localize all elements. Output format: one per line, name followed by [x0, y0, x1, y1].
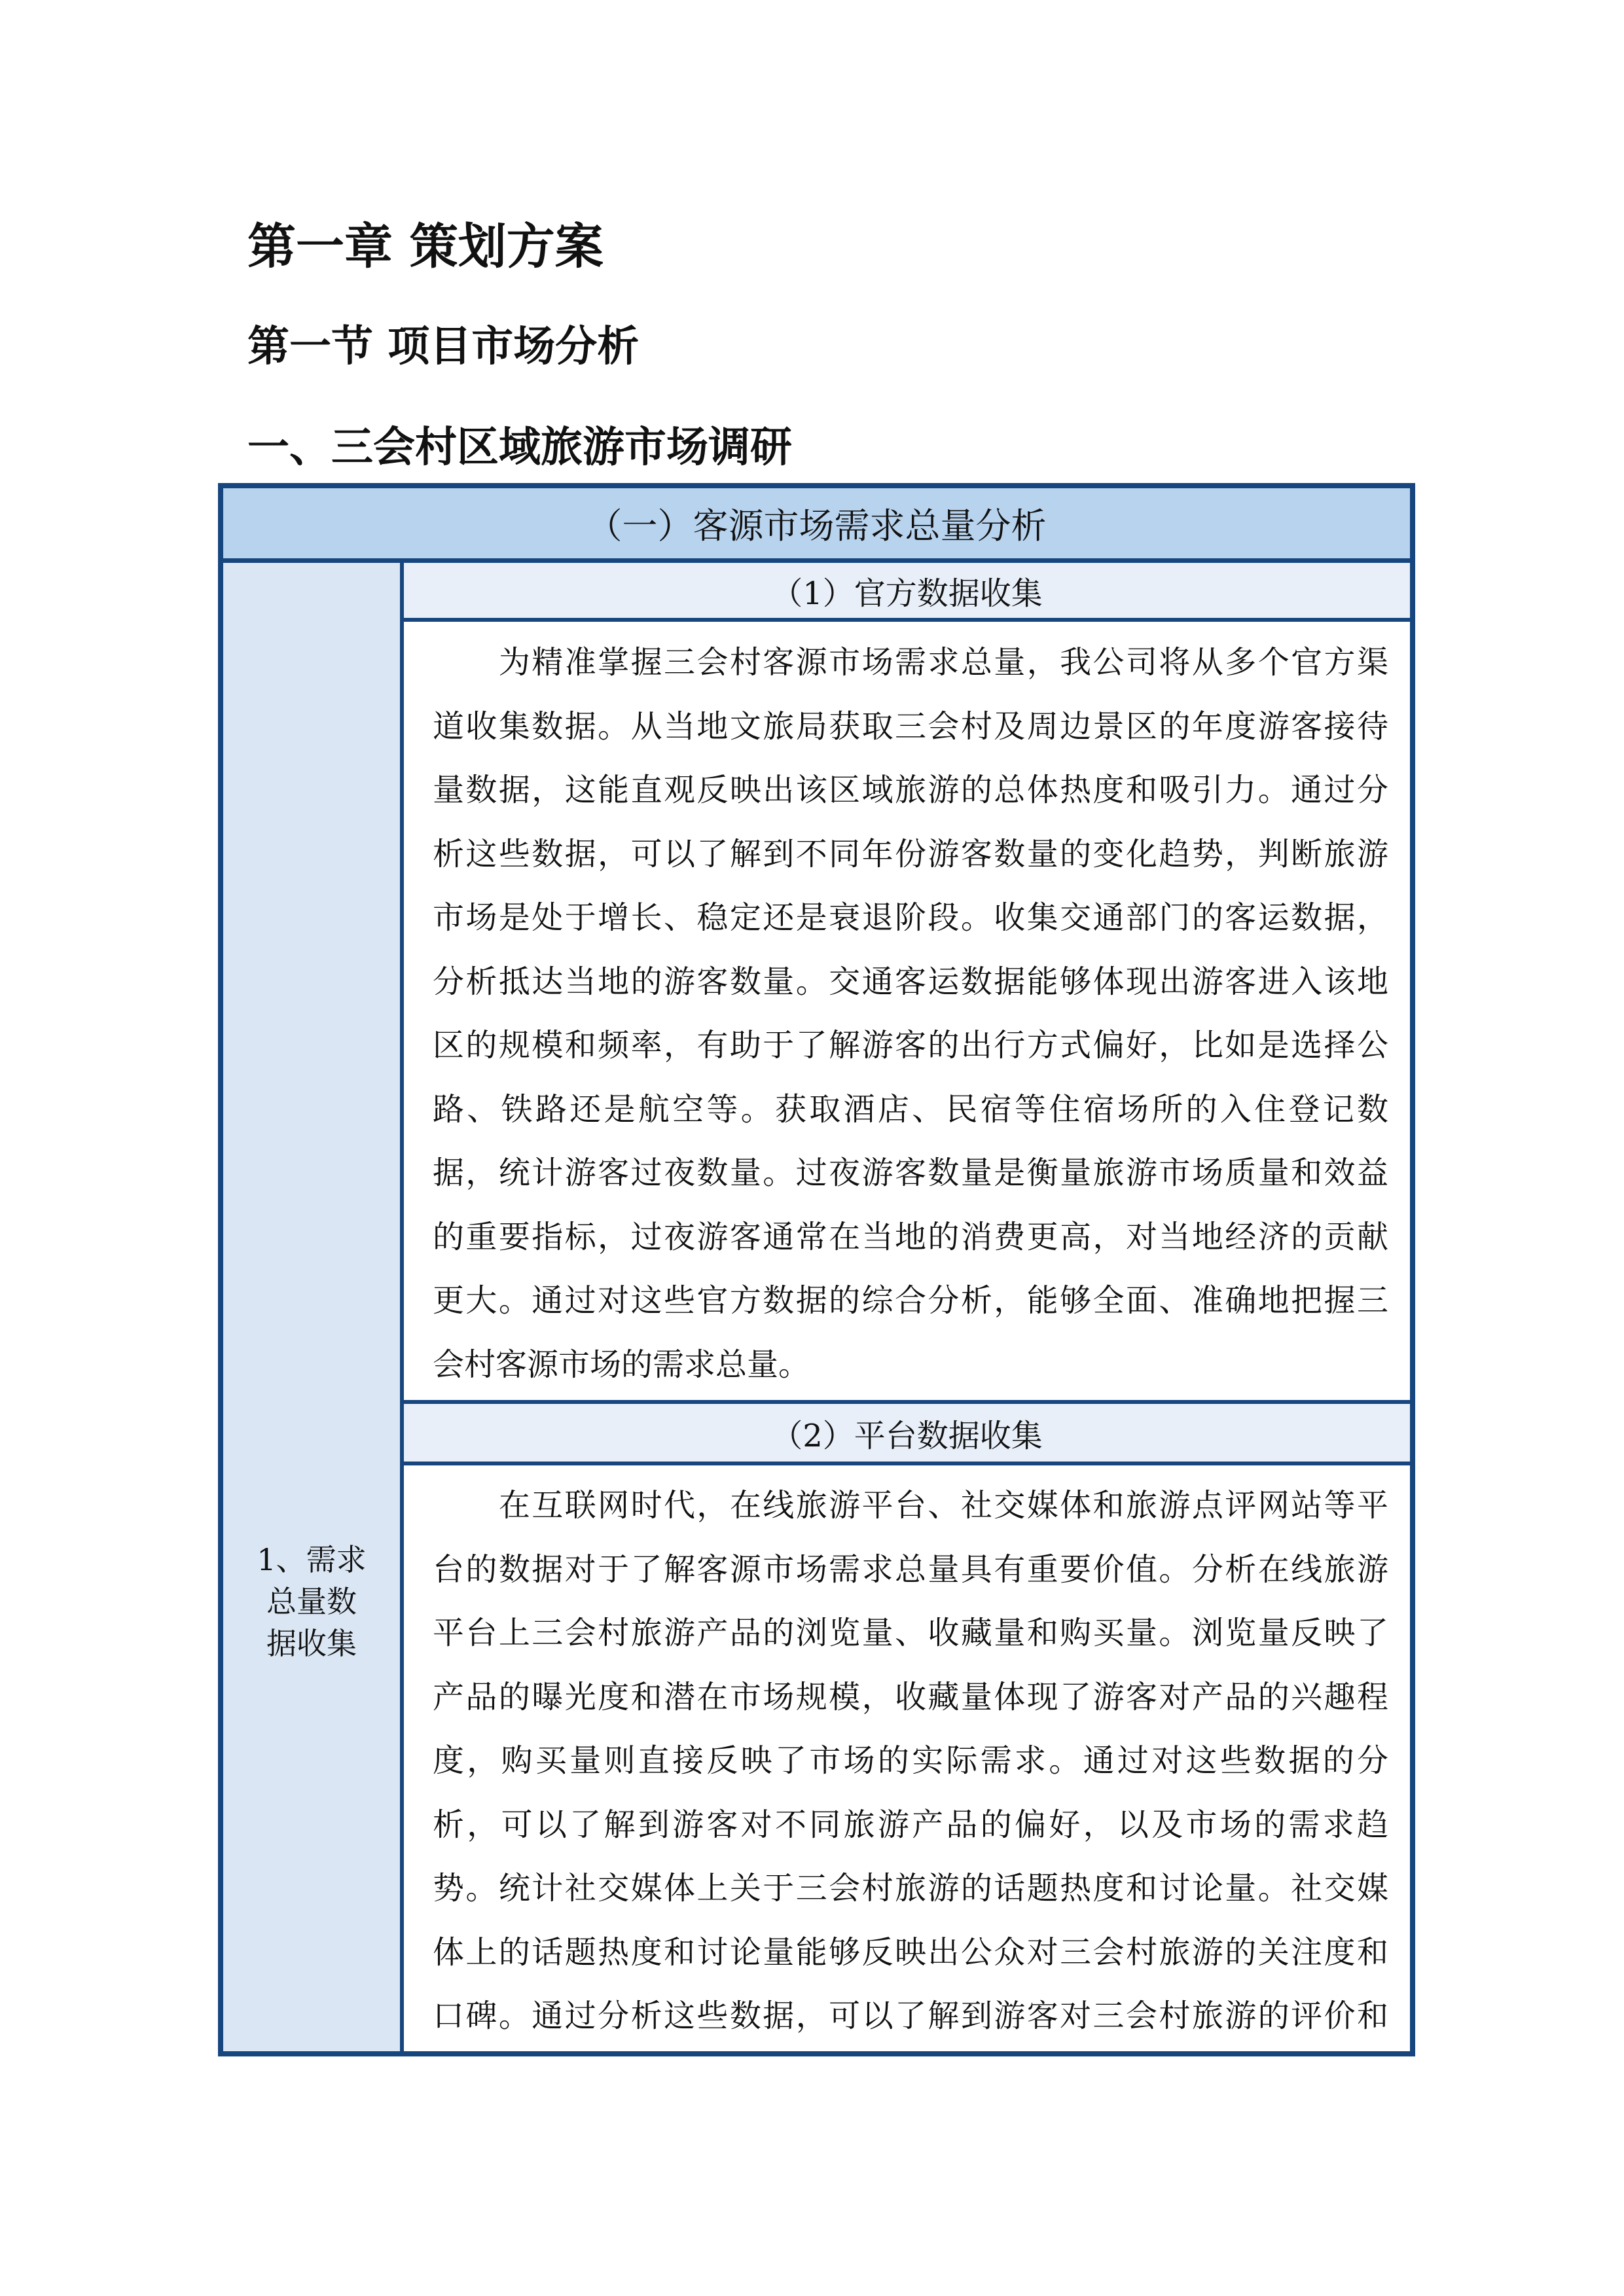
- text-line: 台的数据对于了解客源市场需求总量具有重要价值。分析在线旅游: [433, 1551, 1388, 1588]
- text-line: 为精准掌握三会村客源市场需求总量，我公司将从多个官方渠: [433, 644, 1388, 681]
- text-line: 路、铁路还是航空等。获取酒店、民宿等住宿场所的入住登记数: [433, 1090, 1388, 1128]
- text-line: 在互联网时代，在线旅游平台、社交媒体和旅游点评网站等平: [433, 1487, 1388, 1524]
- chapter-title: 第一章 策划方案: [247, 219, 604, 275]
- text-line: 据，统计游客过夜数量。过夜游客数量是衡量旅游市场质量和效益: [433, 1155, 1388, 1191]
- text-line: 的重要指标，过夜游客通常在当地的消费更高，对当地经济的贡献: [433, 1218, 1388, 1255]
- text-line: 会村客源市场的需求总量。: [433, 1346, 810, 1383]
- text-line: 更大。通过对这些官方数据的综合分析，能够全面、准确地把握三: [433, 1282, 1388, 1319]
- text-line: 道收集数据。从当地文旅局获取三会村及周边景区的年度游客接待: [433, 708, 1388, 745]
- text-line: 区的规模和频率，有助于了解游客的出行方式偏好，比如是选择公: [433, 1027, 1388, 1064]
- text-line: 产品的曝光度和潜在市场规模，收藏量体现了游客对产品的兴趣程: [433, 1678, 1388, 1715]
- block-heading-platform: （2）平台数据收集: [404, 1400, 1410, 1465]
- analysis-table: [218, 483, 1415, 2056]
- paragraph-official: [433, 631, 1388, 1397]
- text-line: 平台上三会村旅游产品的浏览量、收藏量和购买量。浏览量反映了: [433, 1615, 1388, 1651]
- text-line: 析这些数据，可以了解到不同年份游客数量的变化趋势，判断旅游: [433, 835, 1388, 872]
- section-title: 第一节 项目市场分析: [247, 322, 640, 371]
- table-title: （一）客源市场需求总量分析: [223, 488, 1410, 563]
- text-line: 体上的话题热度和讨论量能够反映出公众对三会村旅游的关注度和: [433, 1933, 1388, 1971]
- text-line: 市场是处于增长、稳定还是衰退阶段。收集交通部门的客运数据，: [433, 899, 1388, 936]
- paragraph-platform: [433, 1474, 1388, 2049]
- block-heading-official: （1）官方数据收集: [404, 563, 1410, 622]
- text-line: 度，购买量则直接反映了市场的实际需求。通过对这些数据的分: [433, 1742, 1388, 1779]
- row-label-cell: [223, 563, 404, 2051]
- text-line: 分析抵达当地的游客数量。交通客运数据能够体现出游客进入该地: [433, 963, 1388, 1000]
- row-label: 1、需求总量数据收集: [257, 1542, 367, 1661]
- subsection-title: 一、三会村区域旅游市场调研: [247, 423, 792, 472]
- text-line: 势。统计社交媒体上关于三会村旅游的话题热度和讨论量。社交媒: [433, 1870, 1388, 1907]
- text-line: 口碑。通过分析这些数据，可以了解到游客对三会村旅游的评价和: [433, 1998, 1388, 2034]
- text-line: 析，可以了解到游客对不同旅游产品的偏好，以及市场的需求趋: [433, 1806, 1388, 1843]
- text-line: 量数据，这能直观反映出该区域旅游的总体热度和吸引力。通过分: [433, 772, 1388, 808]
